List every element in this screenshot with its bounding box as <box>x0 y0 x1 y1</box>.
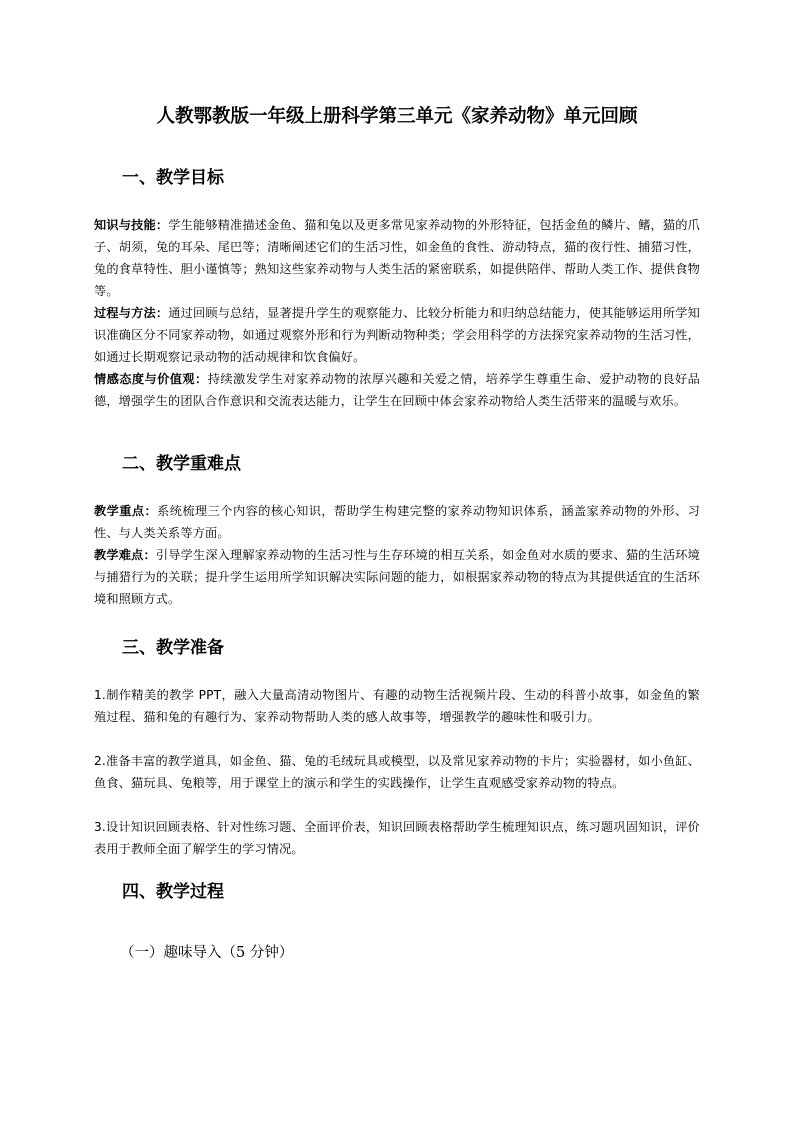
paragraph-text: 引导学生深入理解家养动物的生活习性与生存环境的相互关系，如金鱼对水质的要求、猫的生活环境与捕猎行为的关联；提升学生运用所学知识解决实际问题的能力，如根据家养动物的特点为其提供适宜的生活环境和照顾方式。 <box>94 548 700 606</box>
paragraph-lead: 知识与技能： <box>94 218 169 232</box>
section-heading-preparation: 三、教学准备 <box>122 638 224 658</box>
paragraph-text: 3.设计知识回顾表格、针对性练习题、全面评价表，知识回顾表格帮助学生梳理知识点，练习题巩固知识，评价表用于教师全面了解学生的学习情况。 <box>94 820 700 856</box>
paragraph-text: 系统梳理三个内容的核心知识，帮助学生构建完整的家养动物知识体系，涵盖家养动物的外形、习性、与人类关系等方面。 <box>94 504 700 540</box>
paragraph-key-point <box>94 500 700 544</box>
subheading-intro: （一）趣味导入（5 分钟） <box>120 945 294 961</box>
paragraph-emotions-values <box>94 368 700 412</box>
paragraph-text: 1.制作精美的教学 PPT，融入大量高清动物图片、有趣的动物生活视频片段、生动的科普小故事，如金鱼的繁殖过程、猫和兔的有趣行为、家养动物帮助人类的感人故事等，增强教学的趣味性和吸引力。 <box>94 688 700 724</box>
paragraph-lead: 过程与方法： <box>94 306 169 320</box>
paragraph-text: 学生能够精准描述金鱼、猫和兔以及更多常见家养动物的外形特征，包括金鱼的鳞片、鳍，猫的爪子、胡须，兔的耳朵、尾巴等；清晰阐述它们的生活习性，如金鱼的食性、游动特点，猫的夜行性、捕猎习性，兔的食草特性、胆小谨慎等；熟知这些家养动物与人类生活的紧密联系，如提供陪伴、帮助人类工作、提供食物等。 <box>94 218 701 298</box>
document-title: 人教鄂教版一年级上册科学第三单元《家养动物》单元回顾 <box>156 106 638 127</box>
paragraph-preparation-1 <box>94 684 700 728</box>
paragraph-process-methods <box>94 302 700 368</box>
paragraph-text: 持续激发学生对家养动物的浓厚兴趣和关爱之情，培养学生尊重生命、爱护动物的良好品德，增强学生的团队合作意识和交流表达能力，让学生在回顾中体会家养动物给人类生活带来的温暖与欢乐。 <box>94 372 700 408</box>
paragraph-text: 2.准备丰富的教学道具，如金鱼、猫、兔的毛绒玩具或模型，以及常见家养动物的卡片；实验器材，如小鱼缸、鱼食、猫玩具、兔粮等，用于课堂上的演示和学生的实践操作，让学生直观感受家养动物的特点。 <box>94 754 700 790</box>
paragraph-text: 通过回顾与总结，显著提升学生的观察能力、比较分析能力和归纳总结能力，使其能够运用所学知识准确区分不同家养动物，如通过观察外形和行为判断动物种类；学会用科学的方法探究家养动物的生活习性，如通过长期观察记录动物的活动规律和饮食偏好。 <box>94 306 701 364</box>
paragraph-difficult-point <box>94 544 700 610</box>
paragraph-lead: 教学重点： <box>94 504 158 518</box>
section-heading-objectives: 一、教学目标 <box>122 168 224 188</box>
paragraph-preparation-3 <box>94 816 700 860</box>
paragraph-lead: 教学难点： <box>94 548 156 562</box>
paragraph-preparation-2 <box>94 750 700 794</box>
paragraph-knowledge-skills <box>94 214 700 302</box>
paragraph-lead: 情感态度与价值观： <box>94 372 208 386</box>
section-heading-process: 四、教学过程 <box>122 882 224 902</box>
section-heading-key-points: 二、教学重难点 <box>122 454 241 474</box>
